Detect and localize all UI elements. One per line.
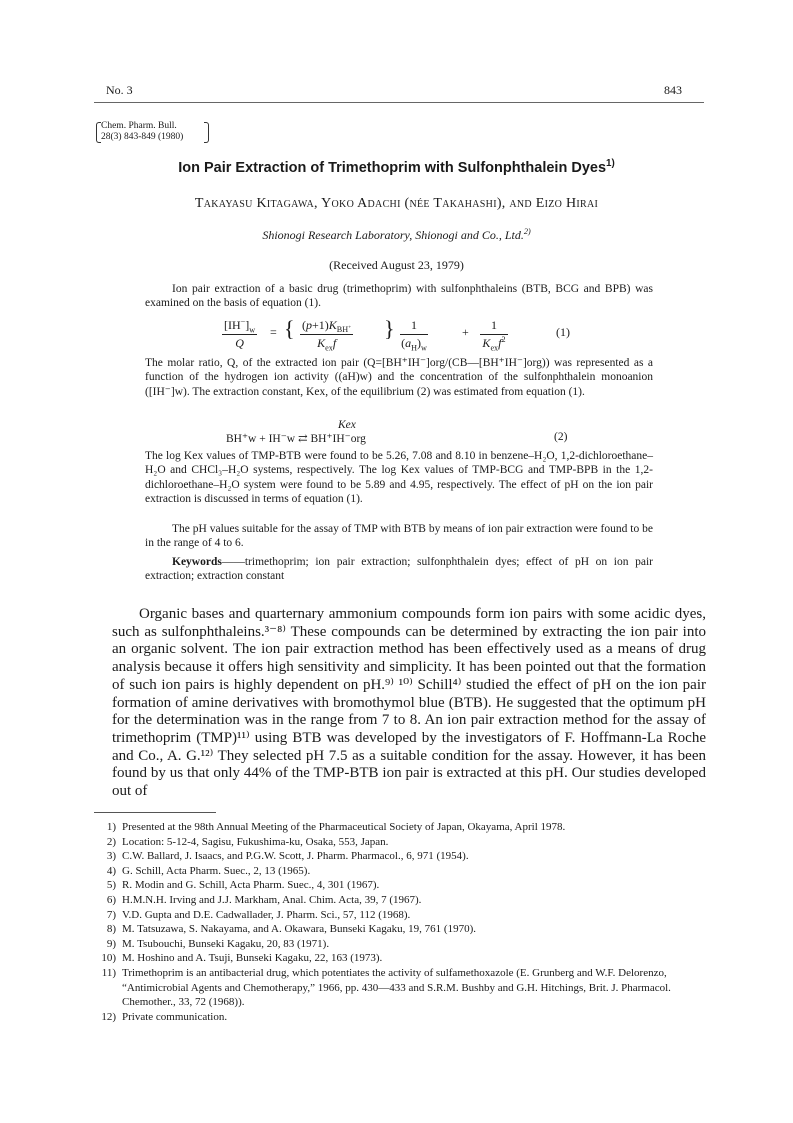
abstract-paragraph-1: Ion pair extraction of a basic drug (trimethoprim) with sulfonphthaleins (BTB, BCG and BPB) was examined on the basis of equation (1). bbox=[145, 283, 653, 310]
footnote-number: 10) bbox=[101, 952, 116, 965]
abstract-paragraph-4: The pH values suitable for the assay of TMP with BTB by means of ion pair extraction were found to be in the range of 4 to 6. bbox=[145, 523, 653, 550]
title-text: Ion Pair Extraction of Trimethoprim with Sulfonphthalein Dyes bbox=[178, 160, 607, 176]
footnote-text: C.W. Ballard, J. Isaacs, and P.G.W. Scott, J. Pharm. Pharmacol., 6, 971 (1954). bbox=[122, 850, 469, 863]
footnote-text: M. Tsubouchi, Bunseki Kagaku, 20, 83 (1971). bbox=[122, 937, 330, 950]
equation-1: $\frac{[IH^-]_w}{Q}$ = { $(p+1)K_{BH^+}$ $K_{ex}f$ } $\frac{1}{(a_H)_w}$ + 1 $K_{ex}f^2$ (1) bbox=[224, 316, 570, 353]
footnote-number: 4) bbox=[106, 864, 116, 877]
footnote-number: 3) bbox=[106, 850, 116, 863]
footnote-text: Location: 5-12-4, Sagisu, Fukushima-ku, Osaka, 553, Japan. bbox=[122, 835, 389, 848]
footnote-item bbox=[96, 835, 708, 850]
citation-bracket-left bbox=[96, 122, 101, 143]
footnote-item bbox=[96, 849, 708, 864]
footnote-number: 7) bbox=[106, 908, 116, 921]
journal-citation bbox=[101, 121, 209, 143]
footnote-item bbox=[96, 878, 708, 893]
eq2-number: (2) bbox=[554, 431, 568, 443]
abstract-paragraph-3: The log Kex values of TMP-BTB were found to be 5.26, 7.08 and 8.10 in benzene–H₂O, 1,2-dichloroethane–H₂O and CHCl₃–H₂O systems, respectively. The log Kex values of TMP-BCG and TMP-BPB in the 1,2-dichloroethane–H₂O system were found to be 5.89 and 4.95, respectively. The effect of pH on the ion pair extraction is discussed in terms of equation (1). bbox=[145, 450, 653, 506]
footnote-number: 2) bbox=[106, 835, 116, 848]
abstract-paragraph-2: The molar ratio, Q, of the extracted ion pair (Q=[BH⁺IH⁻]org/(CB—[BH⁺IH⁻]org)) was represented as a function of the hydrogen ion activity ((aH)w) and the concentration of the sulfonphthalein monoanion ([IH⁻]w). The extraction constant, Kex, of the equilibrium (2) was estimated from equation (1). bbox=[145, 357, 653, 398]
footnote-item bbox=[96, 893, 708, 908]
footnote-number: 8) bbox=[106, 923, 116, 936]
title-footnote-ref: 1) bbox=[606, 158, 615, 170]
affiliation-text: Shionogi Research Laboratory, Shionogi and Co., Ltd. bbox=[262, 228, 524, 242]
header-divider bbox=[94, 102, 704, 103]
received-date: (Received August 23, 1979) bbox=[329, 258, 464, 272]
footnote-list bbox=[96, 820, 708, 1024]
footnote-number: 1) bbox=[106, 821, 116, 833]
eq1-number: (1) bbox=[556, 325, 570, 339]
footnote-item bbox=[96, 820, 708, 835]
footnote-text: H.M.N.H. Irving and J.J. Markham, Anal. Chim. Acta, 39, 7 (1967). bbox=[122, 893, 422, 906]
footnote-item bbox=[96, 1010, 708, 1025]
footnote-number: 11) bbox=[101, 966, 116, 979]
page-number: 843 bbox=[664, 83, 682, 97]
footnote-item bbox=[96, 922, 708, 937]
footnote-item bbox=[96, 864, 708, 879]
journal-issue: No. 3 bbox=[106, 83, 133, 97]
article-title bbox=[0, 160, 793, 176]
footnote-divider bbox=[94, 812, 216, 813]
footnote-text: Trimethoprim is an antibacterial drug, which potentiates the activity of sulfamethoxazole (E. Grunberg and W.F. Delorenzo, “Antimicrobial Agents and Chemotherapy,” 1966, pp. 430—433 and S.R.M. Bushby and G.H. Hitchings, Brit. J. Pharmacol. Chemother., 33, 72 (1968)). bbox=[122, 966, 671, 1009]
footnote-number: 12) bbox=[101, 1010, 116, 1023]
body-paragraph: Organic bases and quarternary ammonium compounds form ion pairs with some acidic dyes, such as sulfonphthaleins.³⁻⁸⁾ These compounds can be determined by extracting the ion pair into an organic solvent. The ion pair extraction method has been effectively used as a means of drug analysis because it offers high sensitivity and simplicity. It has been pointed out that the formation of such ion pairs is highly dependent on pH.⁹⁾ ¹⁰⁾ Schill⁴⁾ studied the effect of pH on the ion pair formation of amine derivatives with bromothymol blue (BTB). He suggested that the optimum pH for the determination was in the range from 7 to 8. An ion pair extraction method for the assay of trimethoprim (TMP)¹¹⁾ using BTB was developed by the investigators of F. Hoffmann-La Roche and Co., A. G.¹²⁾ They selected pH 7.5 as a suitable condition for the assay. However, it has been found by us that only 44% of the TMP-BTB ion pair is extracted at this pH. Our studies developed out of bbox=[112, 606, 706, 800]
author-list: Takayasu Kitagawa, Yoko Adachi (née Takahashi), and Eizo Hirai bbox=[194, 196, 599, 211]
eq1-lhs: $\frac{[IH^-]_w}{Q}$ bbox=[224, 317, 256, 350]
footnote-number: 6) bbox=[106, 893, 116, 906]
eq2-constant: Kex bbox=[338, 419, 356, 431]
keywords bbox=[145, 555, 653, 584]
equation-2: BH⁺w + IH⁻w ⇄ BH⁺IH⁻org bbox=[226, 433, 366, 445]
eq1-term-3: 1 $K_{ex}f^2$ bbox=[482, 318, 506, 353]
footnote-item bbox=[96, 937, 708, 952]
affiliation-footnote-ref: 2) bbox=[523, 227, 531, 236]
footnote-text: M. Tatsuzawa, S. Nakayama, and A. Okawara, Bunseki Kagaku, 19, 761 (1970). bbox=[122, 923, 476, 936]
footnote-text: Private communication. bbox=[122, 1010, 228, 1023]
footnote-item bbox=[96, 966, 708, 1010]
citation-journal: Chem. Pharm. Bull. bbox=[101, 121, 177, 131]
footnote-item bbox=[96, 908, 708, 923]
keywords-text: ——trimethoprim; ion pair extraction; sulfonphthalein dyes; effect of pH on ion pair extraction; extraction constant bbox=[145, 556, 653, 583]
eq1-term-2: $\frac{1}{(a_H)_w}$ bbox=[401, 318, 427, 353]
footnote-text: R. Modin and G. Schill, Acta Pharm. Suec., 4, 301 (1967). bbox=[122, 879, 380, 892]
eq1-term-1: $(p+1)K_{BH^+}$ $K_{ex}f$ bbox=[302, 318, 352, 353]
footnote-item bbox=[96, 951, 708, 966]
keywords-label: Keywords bbox=[172, 556, 222, 568]
footnote-text: V.D. Gupta and D.E. Cadwallader, J. Pharm. Sci., 57, 112 (1968). bbox=[122, 908, 411, 921]
footnote-text: Presented at the 98th Annual Meeting of the Pharmaceutical Society of Japan, Okayama, April 1978. bbox=[122, 821, 566, 833]
footnote-number: 9) bbox=[106, 937, 116, 950]
affiliation bbox=[0, 228, 793, 243]
citation-volume: 28(3) 843-849 (1980) bbox=[101, 132, 184, 142]
footnote-text: M. Hoshino and A. Tsuji, Bunseki Kagaku, 22, 163 (1973). bbox=[122, 952, 383, 965]
footnote-number: 5) bbox=[106, 879, 116, 892]
footnote-text: G. Schill, Acta Pharm. Suec., 2, 13 (1965). bbox=[122, 864, 311, 877]
citation-bracket-right bbox=[204, 122, 209, 143]
